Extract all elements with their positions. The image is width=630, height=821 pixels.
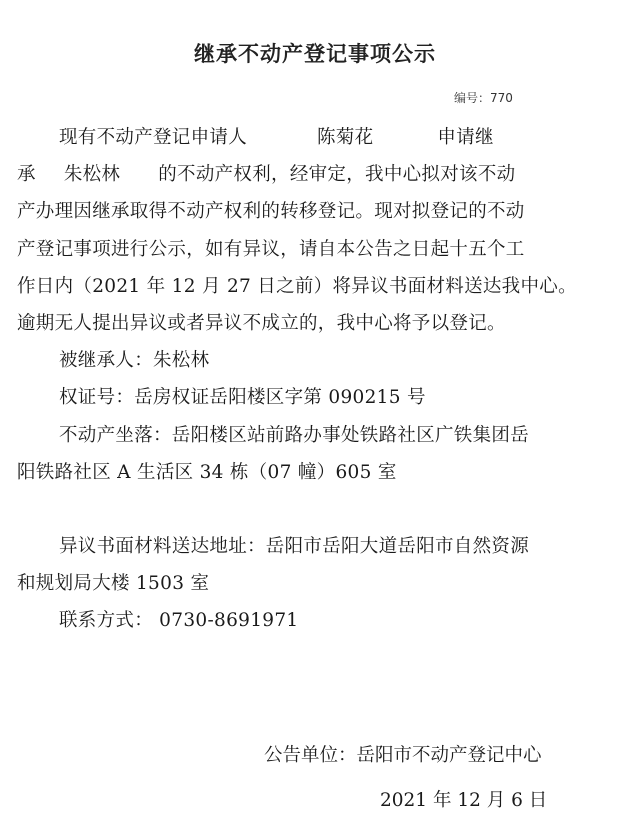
applicant-name: 陈菊花 [317, 127, 374, 148]
address-line-2: 和规划局大楼 1503 室 [17, 573, 210, 595]
issue-date: 2021 年 12 月 6 日 [380, 790, 548, 811]
location-line-1: 不动产坐落：岳阳楼区站前路办事处铁路社区广铁集团岳 [59, 424, 530, 446]
document-number: 编号：770 [454, 91, 513, 105]
rights-text: 的不动产权利，经审定，我中心拟对该不动 [158, 164, 516, 186]
body-line-6: 逾期无人提出异议或者异议不成立的，我中心将予以登记。 [17, 312, 506, 334]
certificate-line: 权证号：岳房权证岳阳楼区字第 090215 号 [59, 387, 426, 409]
location-line-2: 阳铁路社区 A 生活区 34 栋（07 幢）605 室 [17, 461, 397, 483]
body-line-3: 产办理因继承取得不动产权利的转移登记。现对拟登记的不动 [17, 201, 525, 223]
body-line-2 [17, 156, 617, 193]
apply-inherit-text: 申请继 [437, 127, 494, 148]
applicant-intro: 现有不动产登记申请人 [59, 127, 248, 148]
body-line-4: 产登记事项进行公示，如有异议，请自本公告之日起十五个工 [17, 238, 525, 260]
contact-line: 联系方式： 0730-8691971 [59, 610, 299, 632]
page-title: 继承不动产登记事项公示 [194, 42, 436, 66]
body-line-5: 作日内（2021 年 12 月 27 日之前）将异议书面材料送达我中心。 [17, 275, 577, 297]
blank-spacer [17, 491, 617, 528]
notice-body [17, 119, 617, 640]
address-line-1: 异议书面材料送达地址：岳阳市岳阳大道岳阳市自然资源 [59, 536, 530, 558]
issuing-unit: 公告单位：岳阳市不动产登记中心 [264, 745, 542, 766]
heir-line: 被继承人：朱松林 [59, 350, 210, 372]
deceased-name: 朱松林 [63, 164, 121, 186]
body-line-1 [17, 119, 617, 156]
inherit-char: 承 [17, 164, 36, 186]
